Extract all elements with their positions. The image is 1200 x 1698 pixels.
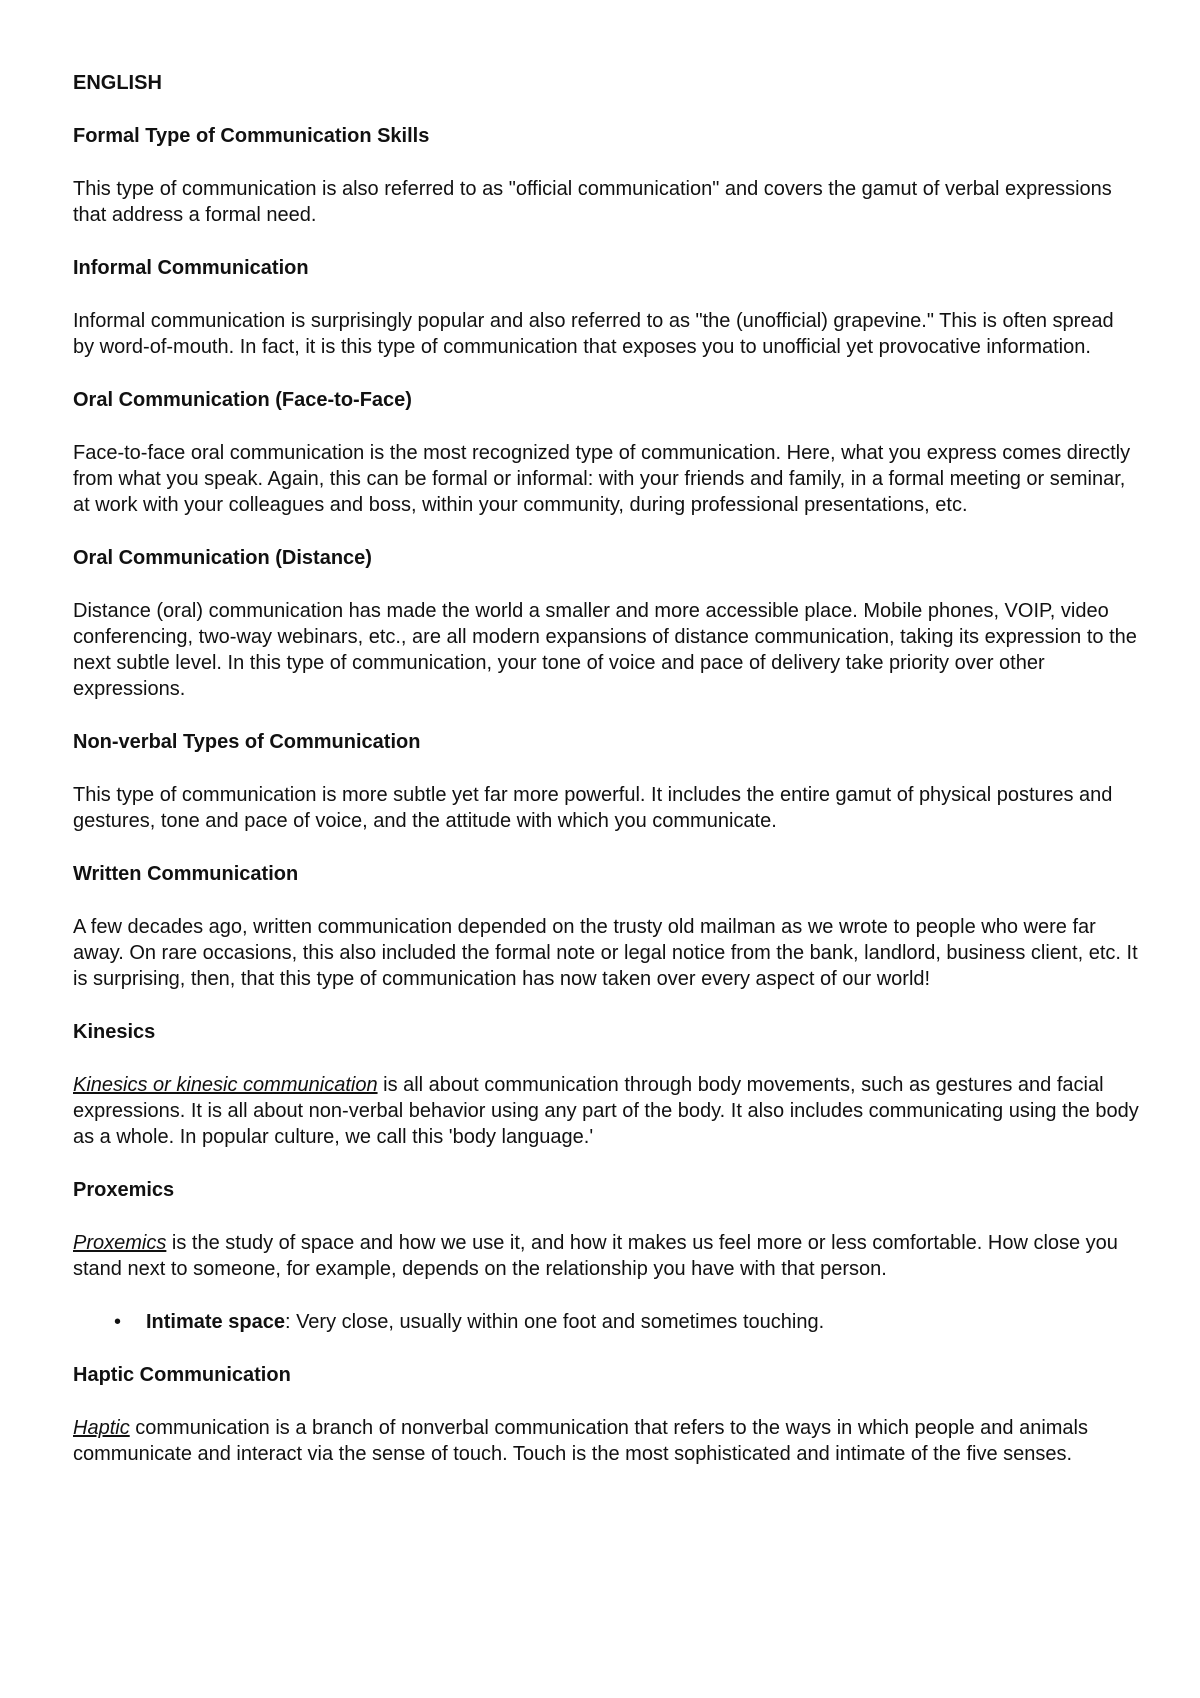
- heading-haptic: Haptic Communication: [73, 1364, 291, 1386]
- document-title: ENGLISH: [73, 72, 162, 94]
- bullet-text: : Very close, usually within one foot and sometimes touching.: [284, 1311, 825, 1333]
- body-oral-distance: Distance (oral) communication has made the world a smaller and more accessible place. Mobile phones, VOIP, video conferencing, two-way webinars, etc., are all modern expansions of distance communication, taking its expression to the next subtle level. In this type of communication, your tone of voice and pace of delivery take priority over other expressions.: [73, 600, 1137, 700]
- proxemics-body-text: is the study of space and how we use it, and how it makes us feel more or less comfortable. How close you stand next to someone, for example, depends on the relationship you have with that person.: [73, 1232, 1118, 1280]
- heading-written: Written Communication: [73, 863, 299, 885]
- body-oral-face-to-face: Face-to-face oral communication is the most recognized type of communication. Here, what you express comes directly from what you speak. Again, this can be formal or informal: with your friends and family, in a formal meeting or seminar, at work with your colleagues and boss, within your community, during professional presentations, etc.: [73, 442, 1131, 516]
- haptic-link[interactable]: Haptic: [73, 1417, 130, 1439]
- heading-proxemics: Proxemics: [73, 1179, 175, 1201]
- body-kinesics: [73, 1072, 1140, 1150]
- proxemics-link[interactable]: Proxemics: [73, 1232, 167, 1254]
- body-formal: This type of communication is also referred to as "official communication" and covers the gamut of verbal expressions that address a formal need.: [73, 178, 1112, 226]
- body-written: A few decades ago, written communication depended on the trusty old mailman as we wrote to people who were far away. On rare occasions, this also included the formal note or legal notice from the bank, landlord, business client, etc. It is surprising, then, that this type of communication has now taken over every aspect of our world!: [73, 916, 1138, 990]
- body-informal: Informal communication is surprisingly popular and also referred to as "the (unofficial) grapevine." This is often spread by word-of-mouth. In fact, it is this type of communication that exposes you to unofficial yet provocative information.: [73, 310, 1114, 358]
- bullet-icon: •: [114, 1311, 122, 1333]
- kinesics-body-text: is all about communication through body movements, such as gestures and facial expressions. It is all about non-verbal behavior using any part of the body. It also includes communicating using the body as a whole. In popular culture, we call this 'body language.': [73, 1074, 1139, 1148]
- haptic-body-text: communication is a branch of nonverbal communication that refers to the ways in which people and animals communicate and interact via the sense of touch. Touch is the most sophisticated and intimate of the five senses.: [73, 1417, 1088, 1465]
- list-item: [114, 1309, 1140, 1335]
- proxemics-bullet-list: [73, 1309, 1140, 1335]
- kinesics-link[interactable]: Kinesics or kinesic communication: [73, 1074, 378, 1096]
- bullet-term: Intimate space: [146, 1311, 285, 1333]
- body-nonverbal: This type of communication is more subtle yet far more powerful. It includes the entire gamut of physical postures and gestures, tone and pace of voice, and the attitude with which you communicate.: [73, 784, 1113, 832]
- heading-formal: Formal Type of Communication Skills: [73, 125, 430, 147]
- heading-informal: Informal Communication: [73, 257, 309, 279]
- heading-nonverbal: Non-verbal Types of Communication: [73, 731, 421, 753]
- body-haptic: [73, 1415, 1140, 1467]
- heading-oral-face-to-face: Oral Communication (Face-to-Face): [73, 389, 412, 411]
- body-proxemics: [73, 1230, 1140, 1282]
- heading-oral-distance: Oral Communication (Distance): [73, 547, 372, 569]
- heading-kinesics: Kinesics: [73, 1021, 156, 1043]
